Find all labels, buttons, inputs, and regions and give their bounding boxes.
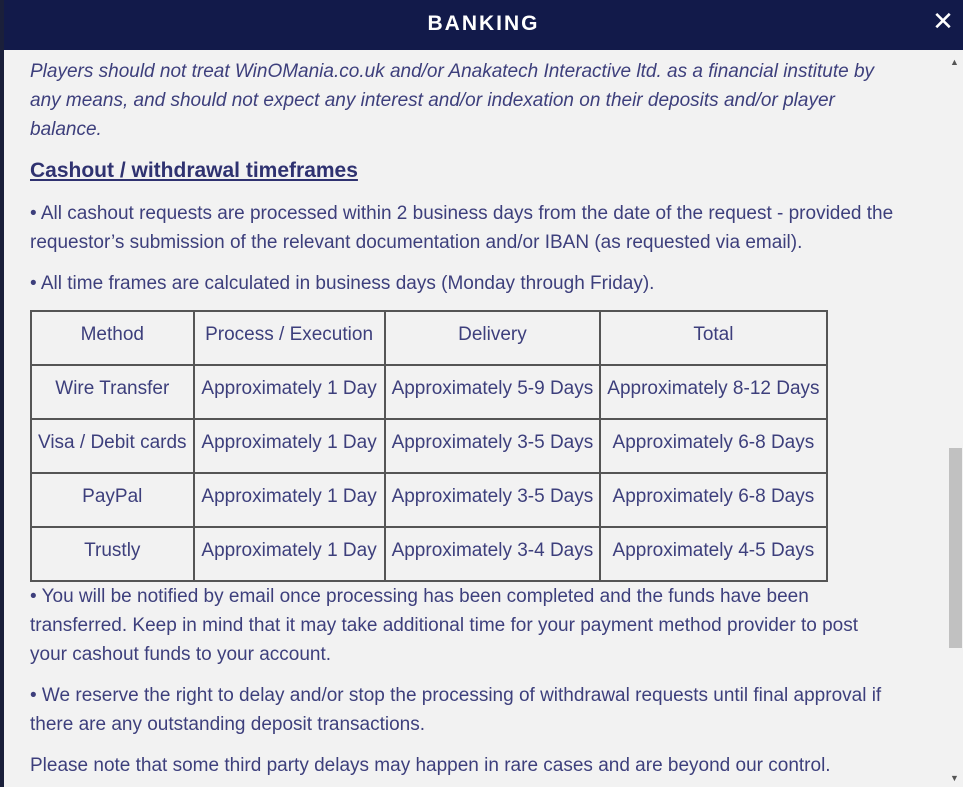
cell-total: Approximately 6-8 Days [600,419,826,473]
table-row [31,419,827,473]
cell-process: Approximately 1 Day [194,527,385,581]
notification-text: • You will be notified by email once processing has been completed and the funds have been transferred. Keep in mind that it may take additional time for your payment method provider to post your cashout funds to your account. [30,586,858,665]
scroll-up-arrow-icon[interactable]: ▲ [950,57,959,67]
table-row [31,473,827,527]
table-row [31,527,827,581]
intro-text: Players should not treat WinOMania.co.uk and/or Anakatech Interactive ltd. as a financial institute by any means, and should not expect any interest and/or indexation on their deposits and/or player balance. [30,61,875,140]
header-process: Process / Execution [194,311,385,365]
cell-total: Approximately 4-5 Days [600,527,826,581]
cell-delivery: Approximately 3-4 Days [385,527,601,581]
section-title: Cashout / withdrawal timeframes [30,159,358,182]
business-days-text: • All time frames are calculated in business days (Monday through Friday). [30,273,655,294]
scrollbar[interactable] [946,50,963,787]
timeframes-table [30,310,828,582]
cell-delivery: Approximately 3-5 Days [385,419,601,473]
table-header-row [31,311,827,365]
delay-rights-text: • We reserve the right to delay and/or stop the processing of withdrawal requests until final approval if there are any outstanding deposit transactions. [30,685,882,735]
cell-process: Approximately 1 Day [194,419,385,473]
cell-process: Approximately 1 Day [194,473,385,527]
header-total: Total [600,311,826,365]
close-button[interactable]: ✕ [932,6,954,36]
cell-method: Visa / Debit cards [31,419,194,473]
cell-delivery: Approximately 5-9 Days [385,365,601,419]
cashout-processing-text: • All cashout requests are processed within 2 business days from the date of the request - provided the requestor’s submission of the relevant documentation and/or IBAN (as requested via email). [30,203,894,253]
cell-method: Wire Transfer [31,365,194,419]
modal-header [4,0,963,50]
modal-title: BANKING [427,12,540,35]
cell-method: Trustly [31,527,194,581]
modal-content [30,57,900,787]
cell-total: Approximately 8-12 Days [600,365,826,419]
header-delivery: Delivery [385,311,601,365]
cell-method: PayPal [31,473,194,527]
cell-delivery: Approximately 3-5 Days [385,473,601,527]
scrollbar-thumb[interactable] [949,448,962,648]
cell-process: Approximately 1 Day [194,365,385,419]
table-row [31,365,827,419]
third-party-note: Please note that some third party delays may happen in rare cases and are beyond our control. [30,755,831,776]
banking-modal [4,0,963,787]
cell-total: Approximately 6-8 Days [600,473,826,527]
scroll-down-arrow-icon[interactable]: ▼ [950,773,959,783]
header-method: Method [31,311,194,365]
